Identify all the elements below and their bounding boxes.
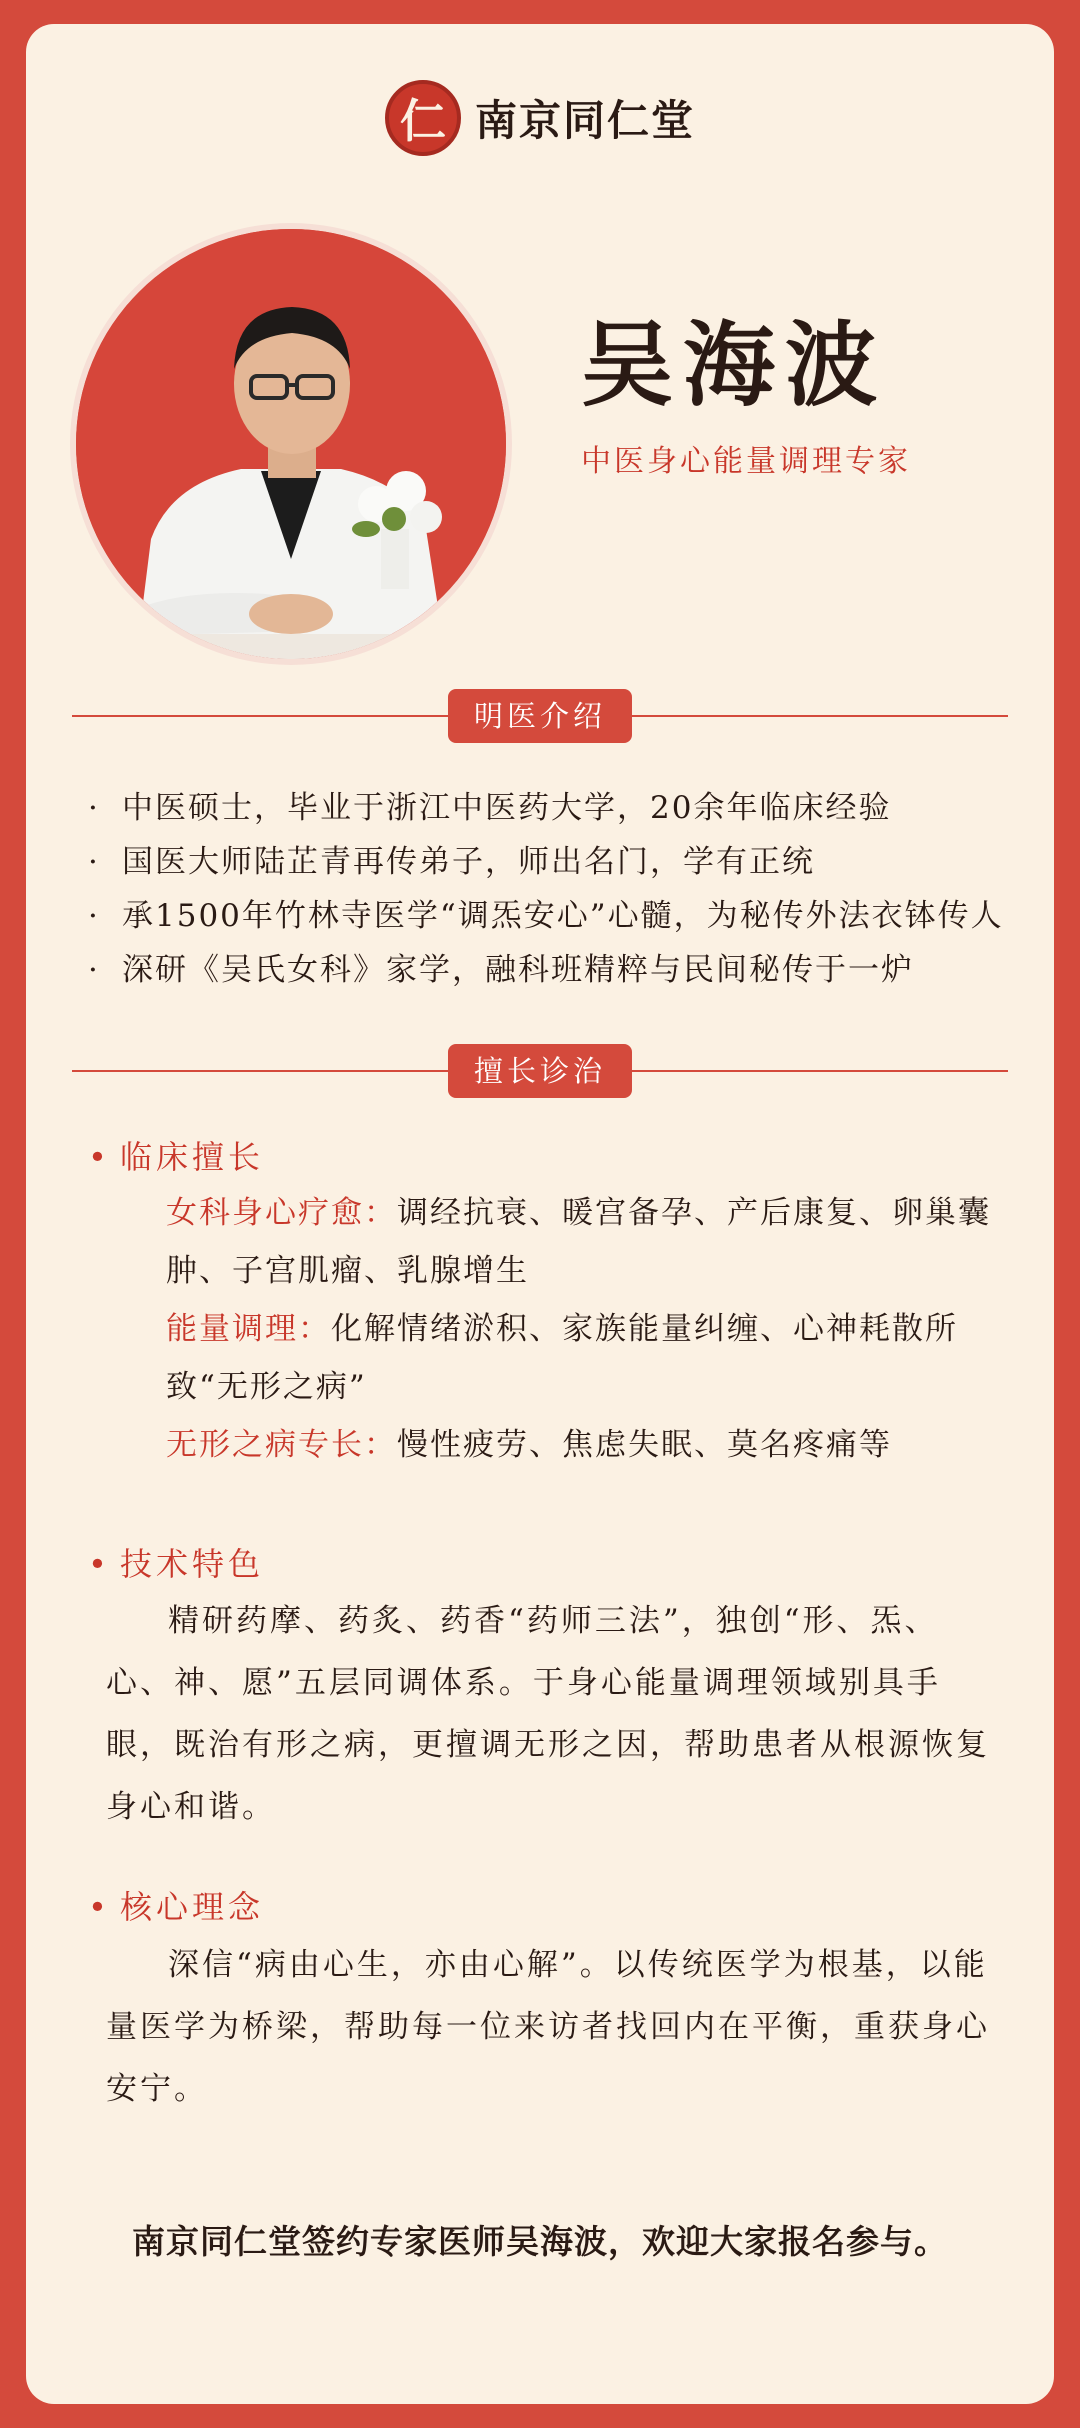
- doctor-portrait: [76, 229, 506, 659]
- list-item: · 中医硕士，毕业于浙江中医药大学，20余年临床经验: [88, 784, 1008, 832]
- clinical-item: 无形之病专长：慢性疲劳、焦虑失眠、莫名疼痛等: [166, 1427, 892, 1463]
- bullet-icon: ·: [88, 844, 98, 880]
- bullet-icon: ·: [88, 952, 98, 988]
- intro-list: [88, 784, 1008, 1000]
- list-item: · 深研《吴氏女科》家学，融科班精粹与民间秘传于一炉: [88, 946, 1008, 994]
- bullet-icon: •: [88, 1545, 111, 1583]
- clinical-item: 女科身心疗愈：调经抗衰、暖宫备孕、产后康复、卵巢囊肿、子宫肌瘤、乳腺增生: [166, 1195, 991, 1289]
- brand-name: 南京同仁堂: [474, 96, 695, 145]
- brand-logo: [26, 80, 1054, 156]
- intro-section-title: 明医介绍: [448, 689, 632, 743]
- bullet-icon: ·: [88, 790, 98, 826]
- bullet-icon: ·: [88, 898, 98, 934]
- doctor-name: 吴海波: [581, 311, 888, 419]
- intro-section-header: [72, 689, 1008, 743]
- brand-seal-icon: 仁: [385, 80, 461, 156]
- clinical-heading: • 临床擅长: [88, 1138, 265, 1176]
- footer-note: 南京同仁堂签约专家医师吴海波，欢迎大家报名参与。: [132, 2222, 948, 2261]
- technique-heading: • 技术特色: [88, 1545, 265, 1583]
- clinical-list: [166, 1184, 996, 1474]
- doctor-photo: [76, 229, 506, 659]
- philosophy-heading: • 核心理念: [88, 1888, 265, 1926]
- doctor-title: 中医身心能量调理专家: [581, 444, 911, 479]
- philosophy-text: 深信“病由心生，亦由心解”。以传统医学为根基，以能量医学为桥梁，帮助每一位来访者找回内在平衡，重获身心安宁。: [106, 1947, 990, 2107]
- clinical-item: 能量调理：化解情绪淤积、家族能量纠缠、心神耗散所致“无形之病”: [166, 1311, 958, 1405]
- technique-text: 精研药摩、药炙、药香“药师三法”，独创“形、炁、心、神、愿”五层同调体系。于身心能量调理领域别具手眼，既治有形之病，更擅调无形之因，帮助患者从根源恢复身心和谐。: [106, 1603, 990, 1825]
- list-item: · 承1500年竹林寺医学“调炁安心”心髓，为秘传外法衣钵传人: [88, 892, 1008, 940]
- list-item: · 国医大师陆芷青再传弟子，师出名门，学有正统: [88, 838, 1008, 886]
- specialty-section-header: [72, 1044, 1008, 1098]
- bullet-icon: •: [88, 1138, 111, 1176]
- bullet-icon: •: [88, 1888, 111, 1926]
- profile-card: [26, 24, 1054, 2404]
- specialty-section-title: 擅长诊治: [448, 1044, 632, 1098]
